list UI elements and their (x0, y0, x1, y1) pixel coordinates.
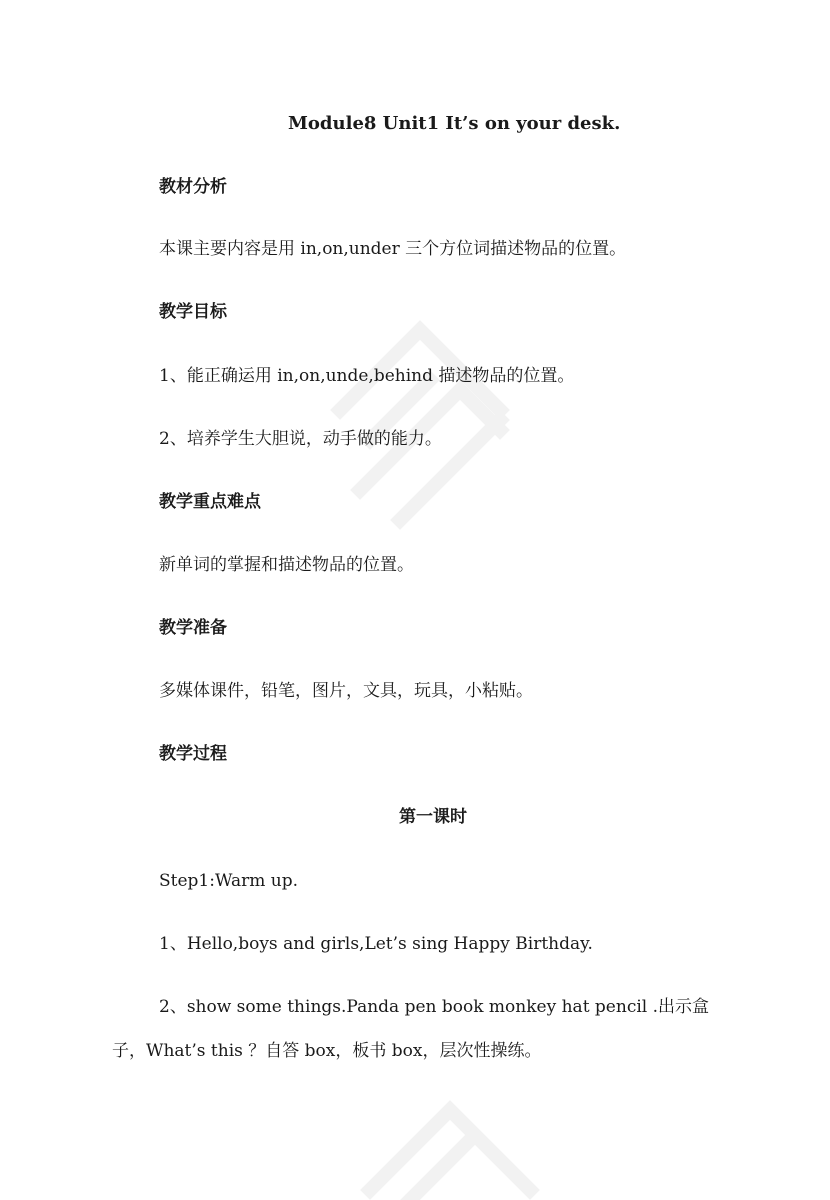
key-points-heading: 教学重点难点 (159, 492, 261, 512)
step1-item-2-line-2: 子，What’s this ？自答 box，板书 box，层次性操练。 (112, 1041, 542, 1061)
step1-item-2-line-1: 2、show some things.Panda pen book monkey hat pencil .出示盒 (159, 997, 710, 1017)
key-points-text: 新单词的掌握和描述物品的位置。 (159, 555, 414, 575)
lesson-heading: 第一课时 (399, 807, 467, 827)
step1-item-1: 1、Hello,boys and girls,Let’s sing Happy Birthday. (159, 934, 593, 954)
objectives-heading: 教学目标 (159, 302, 227, 322)
process-heading: 教学过程 (159, 744, 227, 764)
objective-item-2: 2、培养学生大胆说，动手做的能力。 (159, 429, 442, 449)
step1-title: Step1:Warm up. (159, 871, 298, 891)
objective-item-1: 1、能正确运用 in,on,unde,behind 描述物品的位置。 (159, 366, 575, 386)
preparation-heading: 教学准备 (159, 618, 227, 638)
analysis-text: 本课主要内容是用 in,on,under 三个方位词描述物品的位置。 (159, 239, 627, 259)
watermark-logo (300, 290, 540, 550)
preparation-text: 多媒体课件，铅笔，图片，文具，玩具，小粘贴。 (159, 681, 533, 701)
watermark-logo-bottom (330, 1080, 570, 1200)
document-title: Module8 Unit1 It’s on your desk. (288, 113, 621, 134)
analysis-heading: 教材分析 (159, 177, 227, 197)
